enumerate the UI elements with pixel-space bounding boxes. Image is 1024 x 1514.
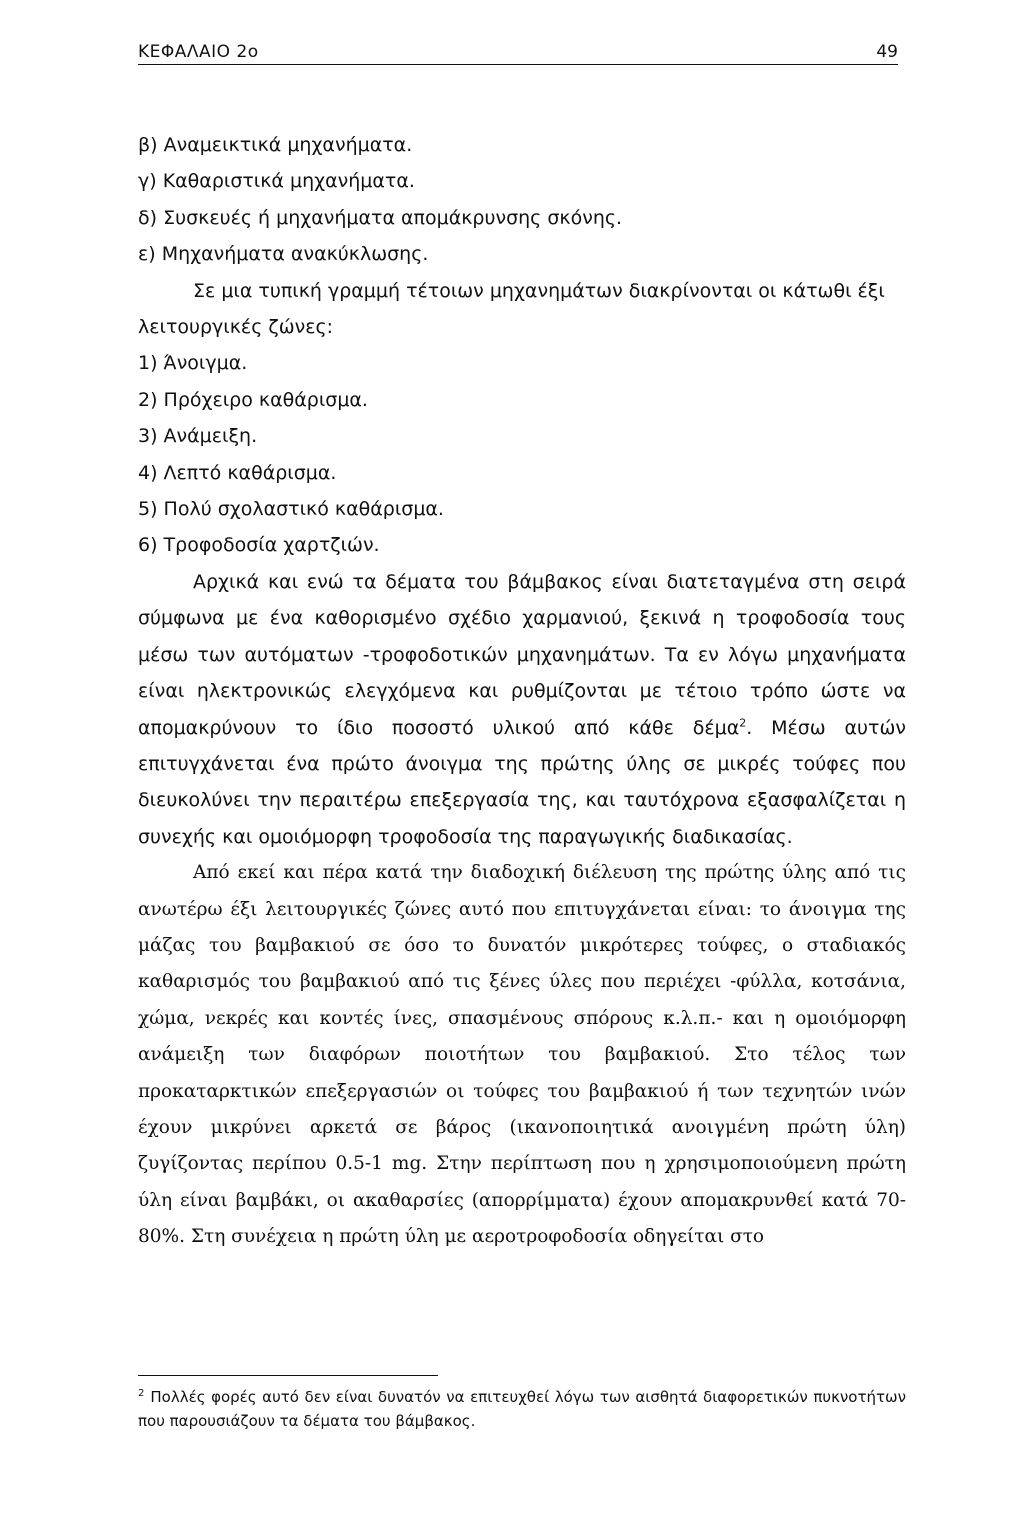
paragraph-1-text-continued: . Μέσω αυτών επιτυγχάνεται ένα πρώτο άνοιγμα της πρώτης ύλης σε μικρές τούφες που διευκολύνει την περαιτέρω επεξεργασία της, και ταυτόχρονα εξασφαλίζεται η συνεχής και ομοιόμορφη τροφοδοσία της παραγωγικής διαδικασίας.: [138, 716, 907, 848]
chapter-title: ΚΕΦΑΛΑΙΟ 2ο: [138, 42, 259, 62]
footnote-mark: 2: [138, 1388, 145, 1399]
page-number: 49: [876, 42, 898, 62]
paragraph-1: [138, 564, 906, 855]
footnote: [138, 1385, 906, 1433]
footnote-text: Πολλές φορές αυτό δεν είναι δυνατόν να επιτευχθεί λόγω των αισθητά διαφορετικών πυκνοτήτων που παρουσιάζουν τα δέματα του βάμβακος.: [138, 1388, 906, 1430]
intro-line: Σε μια τυπική γραμμή τέτοιων μηχανημάτων διακρίνονται οι κάτωθι έξι: [193, 279, 885, 302]
intro-line: λειτουργικές ζώνες:: [138, 316, 334, 339]
list-item: ε) Μηχανήματα ανακύκλωσης.: [138, 243, 429, 266]
zone-item: 3) Ανάμειξη.: [138, 425, 258, 448]
page-header: [138, 40, 898, 65]
footnote-divider: [138, 1375, 438, 1376]
zone-item: 2) Πρόχειρο καθάρισμα.: [138, 388, 368, 411]
paragraph-1-text: Αρχικά και ενώ τα δέματα του βάμβακος είναι διατεταγμένα στη σειρά σύμφωνα με ένα καθορισμένο σχέδιο χαρμανιού, ξεκινά η τροφοδοσία τους μέσω των αυτόματων -τροφοδοτικών μηχανημάτων. Τα εν λόγω μηχανήματα είναι ηλεκτρονικώς ελεγχόμενα και ρυθμίζονται με τέτοιο τρόπο ώστε να απομακρύνουν το ίδιο ποσοστό υλικού από κάθε δέμα: [138, 570, 906, 739]
list-item: δ) Συσκευές ή μηχανήματα απομάκρυνσης σκόνης.: [138, 206, 623, 229]
zone-item: 5) Πολύ σχολαστικό καθάρισμα.: [138, 498, 444, 521]
zone-item: 6) Τροφοδοσία χαρτζιών.: [138, 534, 380, 557]
paragraph-2: Από εκεί και πέρα κατά την διαδοχική διέλευση της πρώτης ύλης από τις ανωτέρω έξι λειτουργικές ζώνες αυτό που επιτυγχάνεται είναι: το άνοιγμα της μάζας του βαμβακιού σε όσο το δυνατόν μικρότερες τούφες, ο σταδιακός καθαρισμός του βαμβακιού από τις ξένες ύλες που περιέχει -φύλλα, κοτσάνια, χώμα, νεκρές και κοντές ίνες, σπασμένους σπόρους κ.λ.π.- και η ομοιόμορφη ανάμειξη των διαφόρων ποιοτήτων του βαμβακιού. Στο τέλος των προκαταρκτικών επεξεργασιών οι τούφες του βαμβακιού ή των τεχνητών ινών έχουν μικρύνει αρκετά σε βάρος (ικανοποιητικά ανοιγμένη πρώτη ύλη) ζυγίζοντας περίπου 0.5-1 mg. Στην περίπτωση που η χρησιμοποιούμενη πρώτη ύλη είναι βαμβάκι, οι ακαθαρσίες (απορρίμματα) έχουν απομακρυνθεί κατά 70-80%. Στη συνέχεια η πρώτη ύλη με αεροτροφοδοσία οδηγείται στο: [138, 862, 906, 1248]
body-text: [138, 127, 906, 1256]
zone-item: 4) Λεπτό καθάρισμα.: [138, 461, 337, 484]
footnote-reference: 2: [739, 716, 747, 730]
list-item: γ) Καθαριστικά μηχανήματα.: [138, 170, 415, 193]
zone-item: 1) Άνοιγμα.: [138, 352, 248, 375]
list-item: β) Αναμεικτικά μηχανήματα.: [138, 134, 413, 156]
